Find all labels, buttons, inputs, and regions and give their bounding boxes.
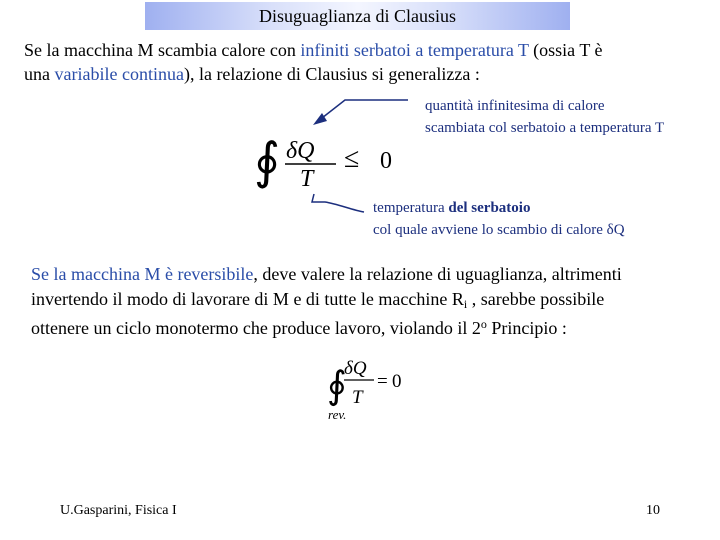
reversible-line-2-part1: invertendo il modo di lavorare di M e di tutte le macchine R bbox=[31, 289, 464, 309]
reversible-line-3-superscript: o bbox=[480, 317, 487, 331]
intro-highlight-infinite-reservoirs: infiniti serbatoi a temperatura T bbox=[300, 40, 529, 60]
reversible-line-3-part2: Principio : bbox=[486, 318, 567, 338]
formula2-relation: = bbox=[377, 371, 388, 392]
annotation-temp-pre: temperatura bbox=[373, 200, 449, 216]
slide-title: Disuguaglianza di Clausius bbox=[145, 2, 570, 30]
formula2-subscript: rev. bbox=[328, 407, 347, 422]
intro-highlight-continuous-variable: variabile continua bbox=[54, 64, 184, 84]
reversible-line-2-part2: , sarebbe possibile bbox=[467, 289, 605, 309]
reversible-line-2-subscript: i bbox=[463, 297, 468, 311]
formula1-integral-sign: ∮ bbox=[254, 133, 281, 189]
formula1-numerator: δQ bbox=[286, 138, 315, 164]
formula1-denominator: T bbox=[300, 166, 314, 192]
annotation-heat-line-2: scambiata col serbatoio a temperatura T bbox=[425, 120, 665, 136]
formula1-rhs: 0 bbox=[380, 148, 392, 174]
formula1-relation: ≤ bbox=[344, 143, 360, 174]
annotation-heat-line-1: quantità infinitesima di calore bbox=[425, 98, 605, 114]
reversible-highlight: Se la macchina M è reversibile bbox=[31, 264, 254, 284]
reversible-line-3-part1: ottenere un ciclo monotermo che produce lavoro, violando il 2 bbox=[31, 318, 481, 338]
formula2-numerator: δQ bbox=[344, 358, 367, 379]
formula2-denominator: T bbox=[352, 387, 363, 408]
formula2-integral-sign: ∮ bbox=[327, 365, 347, 407]
footer-author: U.Gasparini, Fisica I bbox=[60, 503, 177, 518]
intro-line-2-part1: una bbox=[24, 64, 55, 84]
intro-line-2-part3: ), la relazione di Clausius si generalizza : bbox=[183, 64, 480, 84]
intro-line-1-part3: (ossia T è bbox=[528, 40, 603, 60]
footer-page-number: 10 bbox=[646, 503, 660, 518]
annotation-temp-line-2: col quale avviene lo scambio di calore δQ bbox=[373, 222, 625, 238]
formula2-rhs: 0 bbox=[392, 371, 402, 392]
reversible-line-1-rest: , deve valere la relazione di uguaglianza, altrimenti bbox=[253, 264, 622, 284]
intro-line-1-part1: Se la macchina M scambia calore con bbox=[24, 40, 301, 60]
annotation-temp-bold: del serbatoio bbox=[448, 200, 531, 216]
